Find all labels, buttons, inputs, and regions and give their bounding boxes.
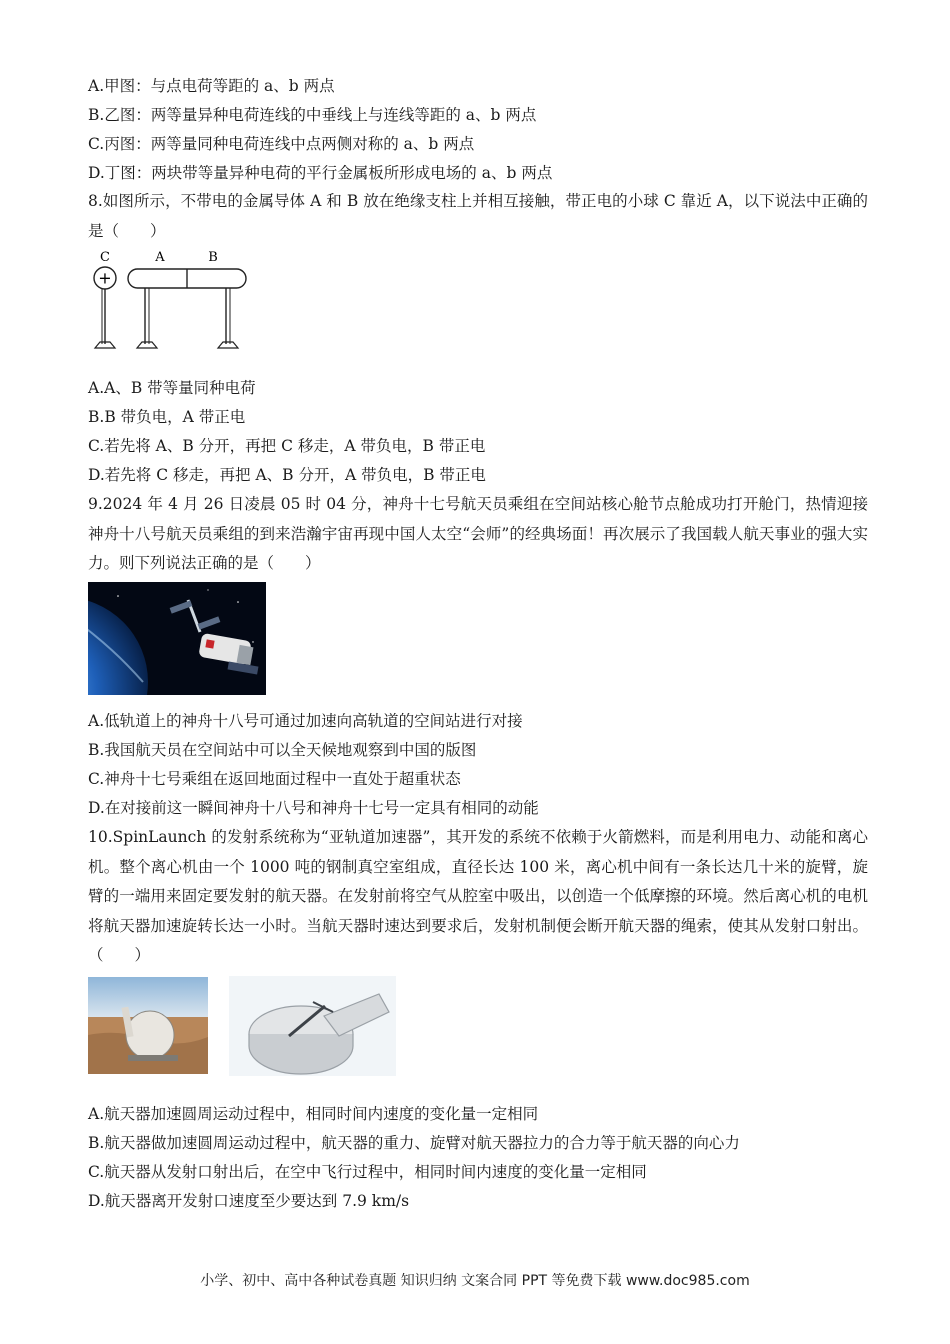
q10-option-a: A.航天器加速圆周运动过程中，相同时间内速度的变化量一定相同 bbox=[88, 1105, 539, 1123]
q8-option-b: B.B 带负电，A 带正电 bbox=[88, 408, 246, 426]
q7-option-a: A.甲图：与点电荷等距的 a、b 两点 bbox=[88, 77, 335, 95]
q8-conductor-figure bbox=[88, 248, 250, 352]
label-c: C bbox=[100, 250, 110, 265]
q10-option-b: B.航天器做加速圆周运动过程中，航天器的重力、旋臂对航天器拉力的合力等于航天器的向心力 bbox=[88, 1134, 740, 1152]
q9-option-b: B.我国航天员在空间站中可以全天候地观察到中国的版图 bbox=[88, 741, 477, 759]
centrifuge-model bbox=[229, 976, 396, 1076]
q10-stem: 10.SpinLaunch 的发射系统称为“亚轨道加速器”，其开发的系统不依赖于火箭燃料，而是利用电力、动能和离心机。整个离心机由一个 1000 吨的钢制真空室组成，直径长达 100 米，离心机中间有一条长达几十米的旋臂，旋臂的一端用来固定要发射的航天器。在发射前将空气从腔室中吸出，以创造一个低摩擦的环境。然后离心机的电机将航天器加速旋转长达一小时。当航天器时速达到要求后，发射机制便会断开航天器的绳索，使其从发射口射出。（ ） bbox=[88, 828, 868, 964]
q8-option-c: C.若先将 A、B 分开，再把 C 移走，A 带负电，B 带正电 bbox=[88, 437, 486, 455]
page-footer: 小学、初中、高中各种试卷真题 知识归纳 文案合同 PPT 等免费下载 www.doc985.com bbox=[200, 1273, 750, 1289]
q7-option-d: D.丁图：两块带等量异种电荷的平行金属板所形成电场的 a、b 两点 bbox=[88, 164, 553, 182]
q9-option-d: D.在对接前这一瞬间神舟十八号和神舟十七号一定具有相同的动能 bbox=[88, 799, 539, 817]
q9-stem: 9.2024 年 4 月 26 日凌晨 05 时 04 分，神舟十七号航天员乘组在空间站核心舱节点舱成功打开舱门，热情迎接神舟十八号航天员乘组的到来浩瀚宇宙再现中国人太空“会师”的经典场面！再次展示了我国载人航天事业的强大实力。则下列说法正确的是（ ） bbox=[88, 495, 868, 572]
q10-option-d: D.航天器离开发射口速度至少要达到 7.9 km/s bbox=[88, 1192, 410, 1210]
q8-stem: 8.如图所示，不带电的金属导体 A 和 B 放在绝缘支柱上并相互接触，带正电的小球 C 靠近 A，以下说法中正确的是（ ） bbox=[88, 192, 868, 240]
q7-option-b: B.乙图：两等量异种电荷连线的中垂线上与连线等距的 a、b 两点 bbox=[88, 106, 537, 124]
label-b: B bbox=[208, 250, 218, 265]
label-a: A bbox=[155, 250, 165, 265]
q7-option-c: C.丙图：两等量同种电荷连线中点两侧对称的 a、b 两点 bbox=[88, 135, 475, 153]
plus-sign: + bbox=[98, 268, 112, 288]
spinlaunch-photo bbox=[88, 977, 208, 1074]
q9-option-a: A.低轨道上的神舟十八号可通过加速向高轨道的空间站进行对接 bbox=[88, 712, 523, 730]
q10-option-c: C.航天器从发射口射出后，在空中飞行过程中，相同时间内速度的变化量一定相同 bbox=[88, 1163, 647, 1181]
q8-option-d: D.若先将 C 移走，再把 A、B 分开，A 带负电，B 带正电 bbox=[88, 466, 486, 484]
q8-option-a: A.A、B 带等量同种电荷 bbox=[88, 379, 256, 397]
q9-option-c: C.神舟十七号乘组在返回地面过程中一直处于超重状态 bbox=[88, 770, 461, 788]
space-station-photo bbox=[88, 582, 266, 695]
